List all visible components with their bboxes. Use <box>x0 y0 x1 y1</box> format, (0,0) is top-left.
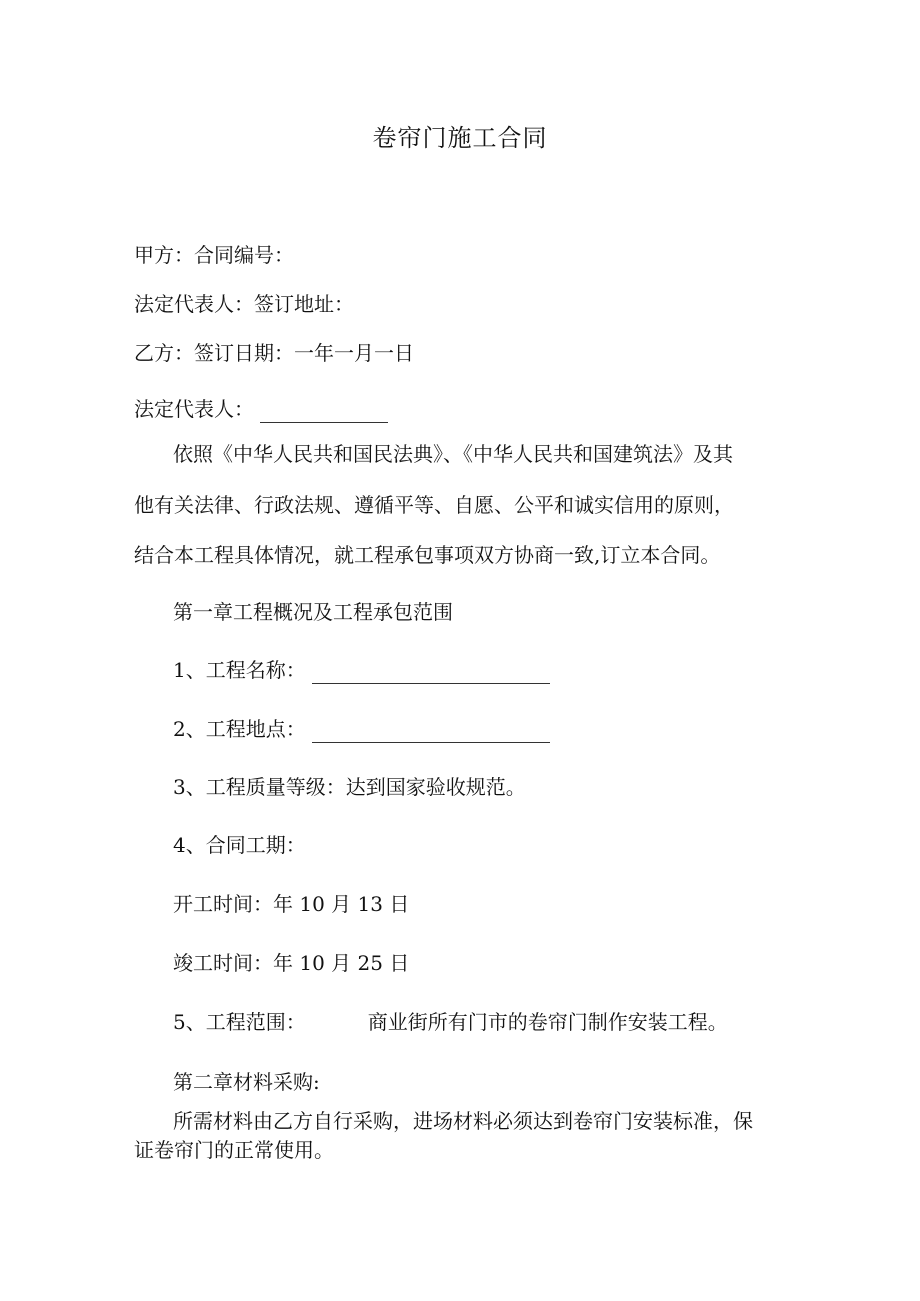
project-name-label: 1、工程名称： <box>173 658 306 682</box>
project-location-line <box>173 715 550 743</box>
legal-rep-blank <box>260 402 388 423</box>
project-scope-label: 5、工程范围： <box>173 1010 306 1034</box>
quality-grade-line: 3、工程质量等级：达到国家验收规范。 <box>173 775 526 799</box>
legal-rep-address-line: 法定代表人：签订地址： <box>134 292 354 316</box>
preamble-line-1: 依照《中华人民共和国民法典》、《中华人民共和国建筑法》及其 <box>173 442 733 466</box>
party-b-date-line: 乙方：签订日期：一年一月一日 <box>134 341 414 365</box>
materials-line-1: 所需材料由乙方自行采购，进场材料必须达到卷帘门安装标准，保 <box>173 1109 753 1133</box>
start-time-line: 开工时间：年 10 月 13 日 <box>173 892 410 916</box>
materials-line-2: 证卷帘门的正常使用。 <box>134 1138 334 1162</box>
project-location-blank <box>312 722 550 743</box>
contract-period-line: 4、合同工期： <box>173 833 306 857</box>
preamble-line-2: 他有关法律、行政法规、遵循平等、自愿、公平和诚实信用的原则， <box>134 493 734 517</box>
chapter-1-heading: 第一章工程概况及工程承包范围 <box>173 600 453 624</box>
chapter-2-heading: 第二章材料采购: <box>173 1070 320 1094</box>
project-location-label: 2、工程地点： <box>173 717 306 741</box>
end-time-line: 竣工时间：年 10 月 25 日 <box>173 951 410 975</box>
page-title: 卷帘门施工合同 <box>372 124 548 152</box>
project-scope-value: 商业街所有门市的卷帘门制作安装工程。 <box>367 1010 728 1034</box>
project-name-line <box>173 656 550 684</box>
project-scope-line <box>173 1008 728 1036</box>
preamble-line-3: 结合本工程具体情况，就工程承包事项双方协商一致,订立本合同。 <box>134 543 721 567</box>
legal-rep-line <box>134 395 388 423</box>
legal-rep-label: 法定代表人： <box>134 397 254 421</box>
party-a-line: 甲方：合同编号： <box>134 243 294 267</box>
project-name-blank <box>312 663 550 684</box>
